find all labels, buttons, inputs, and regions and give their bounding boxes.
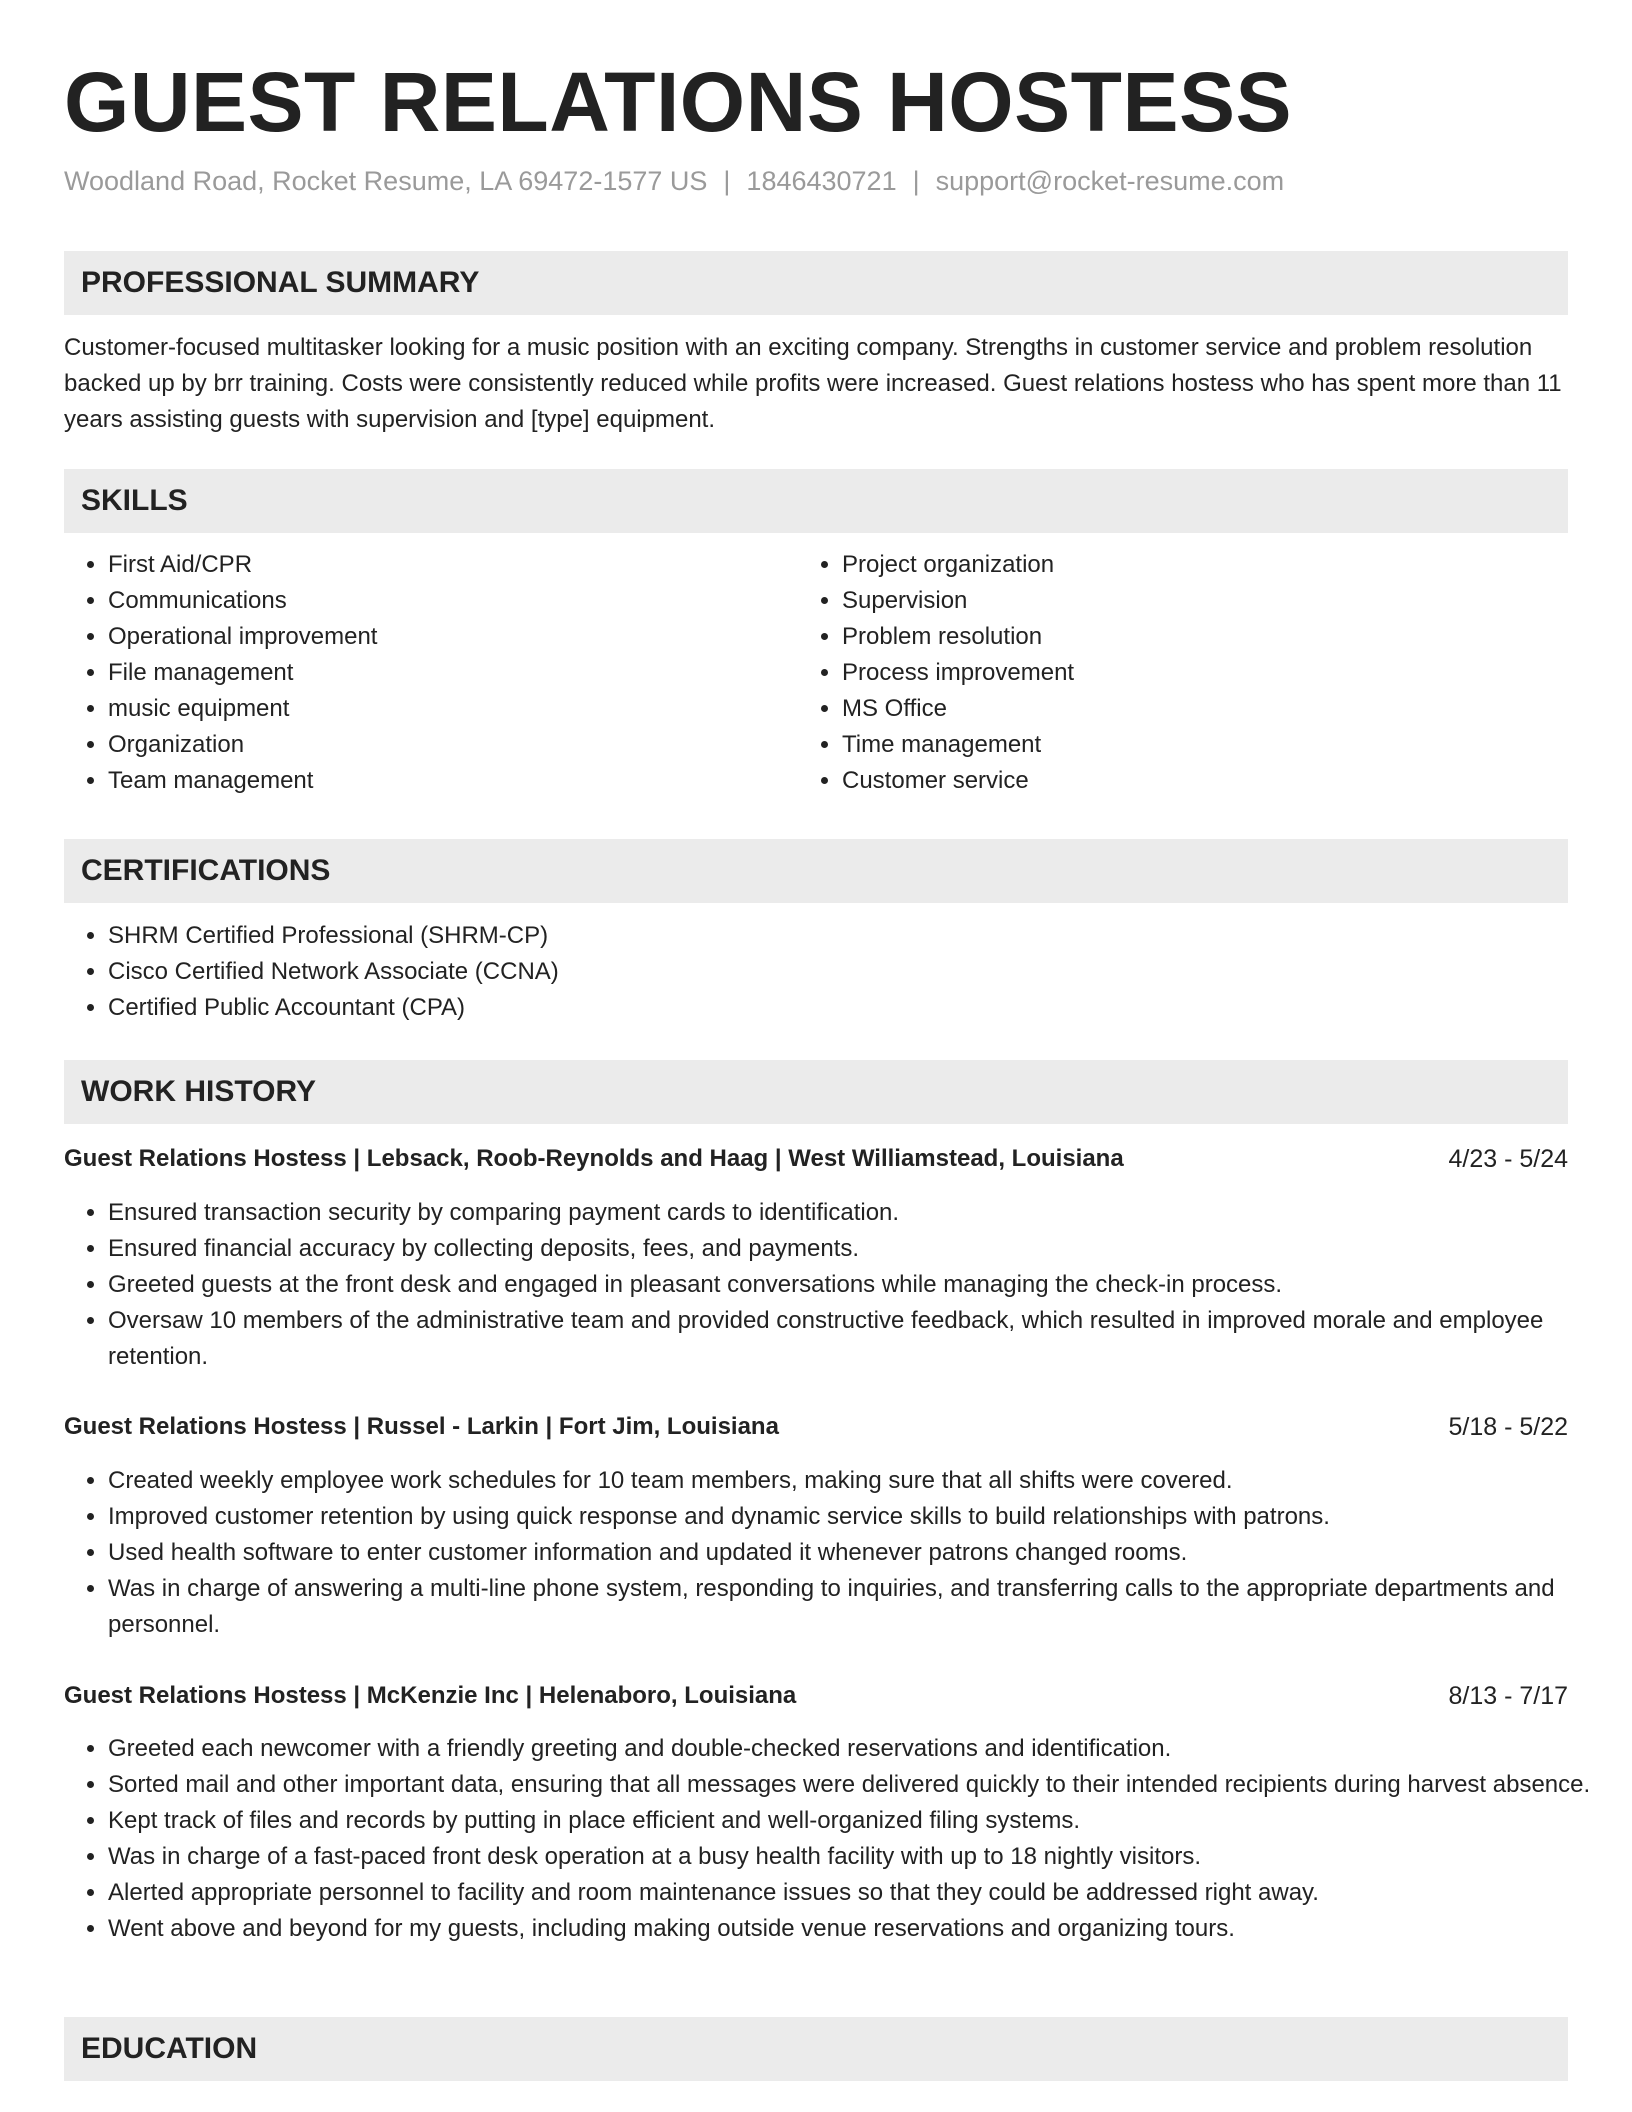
- certification-item: • Certified Public Accountant (CPA): [108, 990, 1568, 1026]
- job-duty-item: • Used health software to enter customer information and updated it whenever patrons changed rooms.: [108, 1535, 1628, 1571]
- skill-item: • Supervision: [842, 583, 1542, 619]
- job-title: Guest Relations Hostess | Lebsack, Roob-Reynolds and Haag | West Williamstead, Louisiana: [64, 1145, 1124, 1172]
- job-duties-list: [64, 1463, 1628, 1643]
- contact-phone: 1846430721: [746, 166, 897, 196]
- skill-item: • Team management: [108, 763, 758, 799]
- skills-list-left: [64, 547, 758, 799]
- skill-item: • music equipment: [108, 691, 758, 727]
- job-duty-item: • Was in charge of answering a multi-line phone system, responding to inquiries, and transferring calls to the appropriate departments and personnel.: [108, 1571, 1628, 1643]
- job-duty-item: • Kept track of files and records by putting in place efficient and well-organized filing systems.: [108, 1803, 1608, 1839]
- contact-separator: |: [912, 166, 920, 196]
- job-duty-item: • Greeted each newcomer with a friendly greeting and double-checked reservations and identification.: [108, 1731, 1608, 1767]
- job-dates: 5/18 - 5/22: [1448, 1413, 1568, 1441]
- skill-item: • Problem resolution: [842, 619, 1542, 655]
- section-header-summary: PROFESSIONAL SUMMARY: [64, 251, 1568, 315]
- section-header-work-history: WORK HISTORY: [64, 1060, 1568, 1124]
- skill-item: • Process improvement: [842, 655, 1542, 691]
- job-duty-item: • Ensured transaction security by comparing payment cards to identification.: [108, 1195, 1568, 1231]
- section-header-certifications: CERTIFICATIONS: [64, 839, 1568, 903]
- skill-item: • Customer service: [842, 763, 1542, 799]
- job-duty-item: • Was in charge of a fast-paced front desk operation at a busy health facility with up to 18 nightly visitors.: [108, 1839, 1608, 1875]
- job-duties-list: [64, 1195, 1568, 1375]
- resume-name: GUEST RELATIONS HOSTESS: [64, 55, 1293, 149]
- job-dates: 4/23 - 5/24: [1448, 1145, 1568, 1173]
- section-header-skills: SKILLS: [64, 469, 1568, 533]
- certifications-list: [64, 918, 1568, 1026]
- skill-item: • Organization: [108, 727, 758, 763]
- skill-item: • Project organization: [842, 547, 1542, 583]
- job-dates: 8/13 - 7/17: [1448, 1682, 1568, 1710]
- skill-item: • Operational improvement: [108, 619, 758, 655]
- job-duty-item: • Ensured financial accuracy by collecting deposits, fees, and payments.: [108, 1231, 1568, 1267]
- contact-address: Woodland Road, Rocket Resume, LA 69472-1577 US: [64, 166, 708, 196]
- job-title: Guest Relations Hostess | McKenzie Inc | Helenaboro, Louisiana: [64, 1682, 797, 1709]
- job-duty-item: • Greeted guests at the front desk and engaged in pleasant conversations while managing the check-in process.: [108, 1267, 1568, 1303]
- certification-item: • SHRM Certified Professional (SHRM-CP): [108, 918, 1568, 954]
- skill-item: • MS Office: [842, 691, 1542, 727]
- contact-email: support@rocket-resume.com: [935, 166, 1285, 196]
- summary-text: Customer-focused multitasker looking for a music position with an exciting company. Strengths in customer service and problem resolution backed up by brr training. Costs were consistently reduced while profits were increased. Guest relations hostess who has spent more than 11 years assisting guests with supervision and [type] equipment.: [64, 334, 1562, 433]
- skills-list-right: [798, 547, 1542, 799]
- job-duty-item: • Created weekly employee work schedules for 10 team members, making sure that all shifts were covered.: [108, 1463, 1628, 1499]
- job-duty-item: • Sorted mail and other important data, ensuring that all messages were delivered quickly to their intended recipients during harvest absence.: [108, 1767, 1608, 1803]
- job-duties-list: [64, 1731, 1608, 1947]
- job-duty-item: • Went above and beyond for my guests, including making outside venue reservations and organizing tours.: [108, 1911, 1608, 1947]
- job-title: Guest Relations Hostess | Russel - Larkin | Fort Jim, Louisiana: [64, 1413, 779, 1440]
- skill-item: • First Aid/CPR: [108, 547, 758, 583]
- skill-item: • Time management: [842, 727, 1542, 763]
- job-duty-item: • Alerted appropriate personnel to facility and room maintenance issues so that they could be addressed right away.: [108, 1875, 1608, 1911]
- contact-line: [64, 166, 1284, 197]
- skill-item: • Communications: [108, 583, 758, 619]
- job-duty-item: • Oversaw 10 members of the administrative team and provided constructive feedback, which resulted in improved morale and employee retention.: [108, 1303, 1568, 1375]
- section-header-education: EDUCATION: [64, 2017, 1568, 2081]
- contact-separator: |: [723, 166, 731, 196]
- skill-item: • File management: [108, 655, 758, 691]
- job-duty-item: • Improved customer retention by using quick response and dynamic service skills to build relationships with patrons.: [108, 1499, 1628, 1535]
- certification-item: • Cisco Certified Network Associate (CCNA): [108, 954, 1568, 990]
